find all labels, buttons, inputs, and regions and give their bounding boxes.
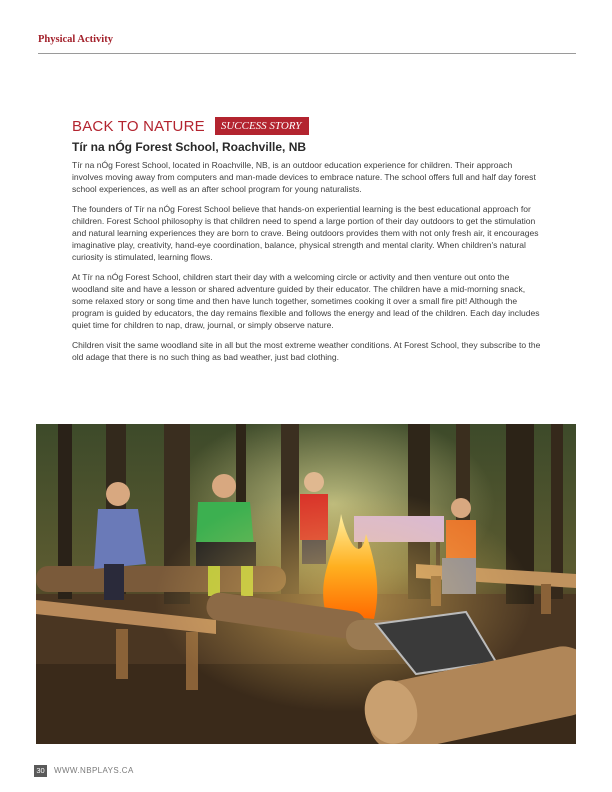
paragraph: Children visit the same woodland site in all but the most extreme weather conditions. At Forest School, they subscribe to the old adage that there is no such thing as bad weather, just bad clothing. <box>72 339 541 362</box>
footer-url-link[interactable]: WWW.NBPLAYS.CA <box>54 766 134 775</box>
campfire-photo <box>36 424 576 744</box>
paragraph: Tír na nÓg Forest School, located in Roachville, NB, is an outdoor education experience for children. Their approach involves moving away from computers and man-made devices to embrace nature. The school offers full and half day forest school experiences, as well as an after school program for young naturalists. <box>72 160 536 195</box>
article-title-row <box>72 116 309 136</box>
header-divider <box>38 53 576 54</box>
paragraph: The founders of Tír na nÓg Forest School believe that hands-on experiential learning is the best educational approach for children. Forest School philosophy is that children need to spend a large portion of their day outdoors to get the stimulation and natural learning experiences they are born to crave. Being outdoors provides them with not only fresh air, it encourages imaginative play, creativity, hand-eye coordination, balance, physical strength and mental clarity. When children's natural curiosity is stimulated, learning flows. <box>72 203 539 263</box>
success-story-badge: SUCCESS STORY <box>215 117 310 135</box>
article-subtitle: Tír na nÓg Forest School, Roachville, NB <box>72 140 307 154</box>
article-title: BACK TO NATURE <box>72 117 205 135</box>
article-body <box>72 159 542 370</box>
section-header: Physical Activity <box>38 34 113 45</box>
paragraph: At Tír na nÓg Forest School, children start their day with a welcoming circle or activity and then venture out onto the woodland site and have a lesson or shared adventure guided by their educator. The children have a mid-morning snack, some relaxed story or song time and then have lunch together, sometimes cooking it over a small fire pit! Although the program is guided by educators, the day remains flexible and follows the energy and lead of the children. Each day includes quiet time for children to nap, draw, journal, or simply observe nature. <box>72 271 540 331</box>
page-number: 30 <box>34 765 47 777</box>
